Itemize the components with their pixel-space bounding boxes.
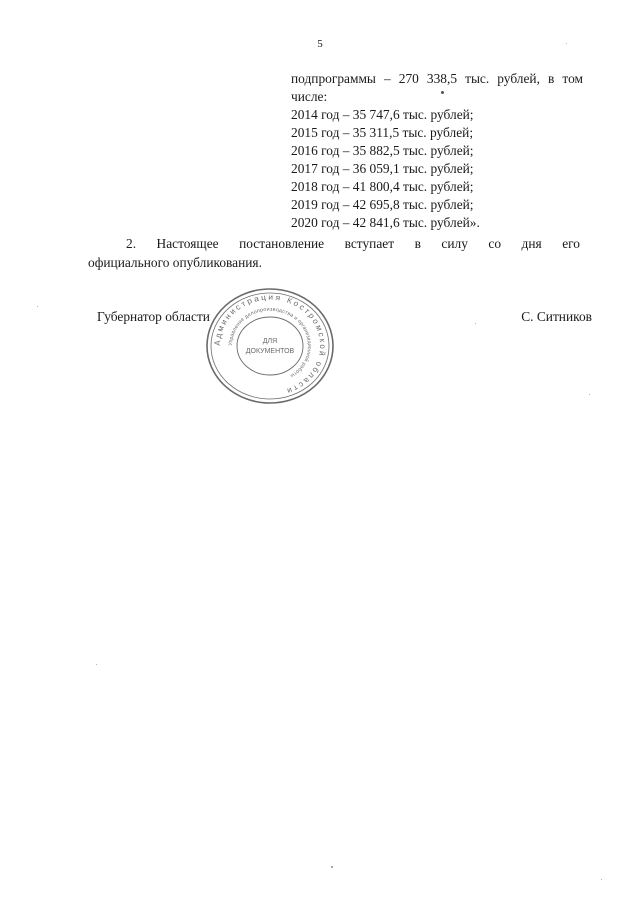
- year-funding-item: 2017 год – 36 059,1 тыс. рублей;: [291, 161, 474, 176]
- seal-center-line-2: ДОКУМЕНТОВ: [245, 348, 295, 355]
- scan-speck: [589, 394, 590, 395]
- effective-date-line-1: 2. Настоящее постановление вступает в силу со дня его: [126, 236, 580, 251]
- subprogram-funding-block: [291, 70, 583, 232]
- effective-date-line-2: официального опубликования.: [88, 255, 262, 270]
- seal-center-line-1: ДЛЯ: [262, 338, 278, 345]
- seal-inner-ring: [237, 317, 303, 375]
- signer-title: Губернатор области: [97, 309, 210, 324]
- year-funding-item: 2014 год – 35 747,6 тыс. рублей;: [291, 107, 474, 122]
- year-funding-list: [291, 106, 583, 232]
- seal-outer-text: Администрация Костромской области: [212, 292, 328, 397]
- scan-speck: [475, 323, 476, 324]
- scan-speck: [566, 43, 567, 44]
- year-funding-item: 2019 год – 42 695,8 тыс. рублей;: [291, 197, 474, 212]
- signer-name: С. Ситников: [521, 309, 592, 324]
- scan-speck: [37, 306, 38, 307]
- seal-graphic: [201, 284, 339, 408]
- year-funding-item: 2015 год – 35 311,5 тыс. рублей;: [291, 125, 474, 140]
- scan-speck: [96, 664, 97, 665]
- year-funding-item: 2018 год – 41 800,4 тыс. рублей;: [291, 179, 474, 194]
- effective-date-paragraph: [88, 234, 580, 272]
- scan-speck: [441, 91, 444, 94]
- year-funding-item: 2016 год – 35 882,5 тыс. рублей;: [291, 143, 474, 158]
- scan-speck: [331, 866, 333, 868]
- year-funding-item: 2020 год – 42 841,6 тыс. рублей».: [291, 215, 480, 230]
- seal-inner-text: Управление делопроизводства и организационной работы: [227, 306, 313, 379]
- page-number: 5: [317, 38, 323, 50]
- scan-speck: [601, 879, 602, 880]
- official-seal-stamp: [201, 284, 339, 408]
- subprogram-intro-text: подпрограммы – 270 338,5 тыс. рублей, в том числе:: [291, 71, 583, 104]
- seal-outer-ring: [207, 289, 333, 403]
